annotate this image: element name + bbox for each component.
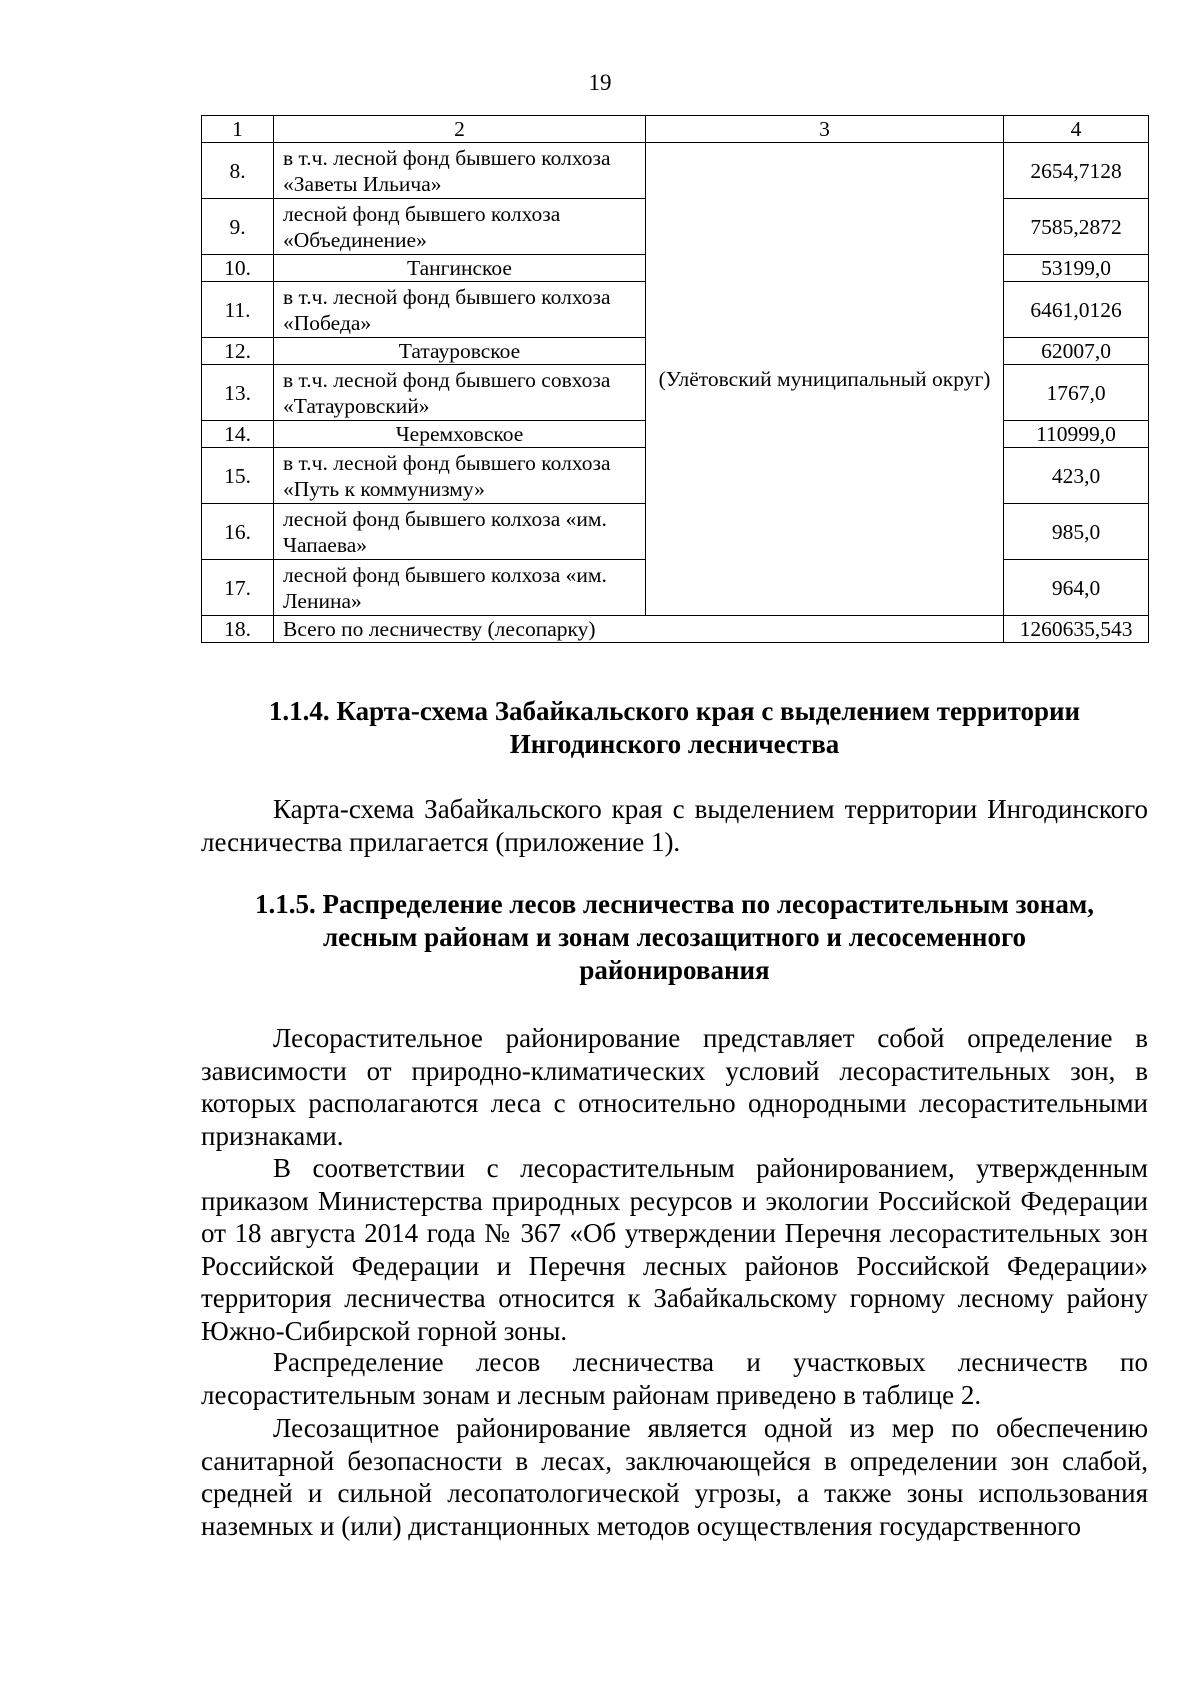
row-number: 8. (202, 143, 274, 199)
header-cell: 1 (202, 116, 274, 143)
section-114-paragraph: Карта-схема Забайкальского края с выделением территории Ингодинского лесничества прилагается (приложение 1). (201, 794, 1148, 857)
header-cell: 2 (274, 116, 646, 143)
row-name: в т.ч. лесной фонд бывшего колхоза «Победа» (274, 282, 646, 338)
row-name: Тангинское (274, 255, 646, 282)
page-number: 19 (588, 70, 612, 95)
paragraph: В соответствии с лесорастительным районированием, утвержденным приказом Министерства природных ресурсов и экологии Российской Федерации от 18 августа 2014 года № 367 «Об утверждении Перечня лесорастительных зон Российской Федерации и Перечня лесных районов Российской Федерации» территория лесничества относится к Забайкальскому горному лесному району Южно-Сибирской горной зоны. (201, 1153, 1148, 1346)
section-114-title: 1.1.4. Карта-схема Забайкальского края с выделением территории Ингодинского лесничества (268, 696, 1081, 759)
row-number: 11. (202, 282, 274, 338)
row-number: 13. (202, 365, 274, 421)
row-area: 53199,0 (1004, 255, 1149, 282)
row-number: 16. (202, 504, 274, 560)
row-area: 423,0 (1004, 448, 1149, 504)
row-area: 2654,7128 (1004, 143, 1149, 199)
row-number: 12. (202, 338, 274, 365)
row-number: 17. (202, 560, 274, 616)
row-number: 15. (202, 448, 274, 504)
row-name: Татауровское (274, 338, 646, 365)
section-115-title: 1.1.5. Распределение лесов лесничества по лесорастительным зонам, лесным районам и зонам лесозащитного и лесосеменного районирования (255, 889, 1094, 985)
row-area: 985,0 (1004, 504, 1149, 560)
paragraph: Лесозащитное районирование является одной из мер по обеспечению санитарной безопасности в лесах, заключающейся в определении зон слабой, средней и сильной лесопатологической угрозы, а также зоны использования наземных и (или) дистанционных методов осуществления государственного (201, 1413, 1148, 1541)
table-row (202, 143, 1149, 199)
row-number: 10. (202, 255, 274, 282)
row-name: в т.ч. лесной фонд бывшего колхоза «Заветы Ильича» (274, 143, 646, 199)
header-cell: 3 (646, 116, 1004, 143)
row-name: лесной фонд бывшего колхоза «им. Ленина» (274, 560, 646, 616)
total-label: Всего по лесничеству (лесопарку) (274, 616, 1004, 643)
row-name: лесной фонд бывшего колхоза «им. Чапаева» (274, 504, 646, 560)
row-area: 1767,0 (1004, 365, 1149, 421)
paragraph: Распределение лесов лесничества и участковых лесничеств по лесорастительным зонам и лесным районам приведено в таблице 2. (201, 1347, 1148, 1410)
row-name: в т.ч. лесной фонд бывшего совхоза «Татауровский» (274, 365, 646, 421)
row-area: 964,0 (1004, 560, 1149, 616)
row-area: 6461,0126 (1004, 282, 1149, 338)
forest-area-table (201, 115, 1149, 643)
row-number: 9. (202, 199, 274, 255)
header-cell: 4 (1004, 116, 1149, 143)
row-name: в т.ч. лесной фонд бывшего колхоза «Путь к коммунизму» (274, 448, 646, 504)
table-total-row (202, 616, 1149, 643)
total-area: 1260635,543 (1004, 616, 1149, 643)
row-area: 110999,0 (1004, 421, 1149, 448)
region-note: (Улётовский муниципальный округ) (646, 143, 1004, 616)
table-header-row (202, 116, 1149, 143)
row-area: 62007,0 (1004, 338, 1149, 365)
row-number: 18. (202, 616, 274, 643)
paragraph: Лесорастительное районирование представляет собой определение в зависимости от природно-климатических условий лесорастительных зон, в которых располагаются леса с относительно однородными лесорастительными признаками. (201, 1023, 1148, 1151)
row-number: 14. (202, 421, 274, 448)
row-area: 7585,2872 (1004, 199, 1149, 255)
row-name: Черемховское (274, 421, 646, 448)
row-name: лесной фонд бывшего колхоза «Объединение» (274, 199, 646, 255)
